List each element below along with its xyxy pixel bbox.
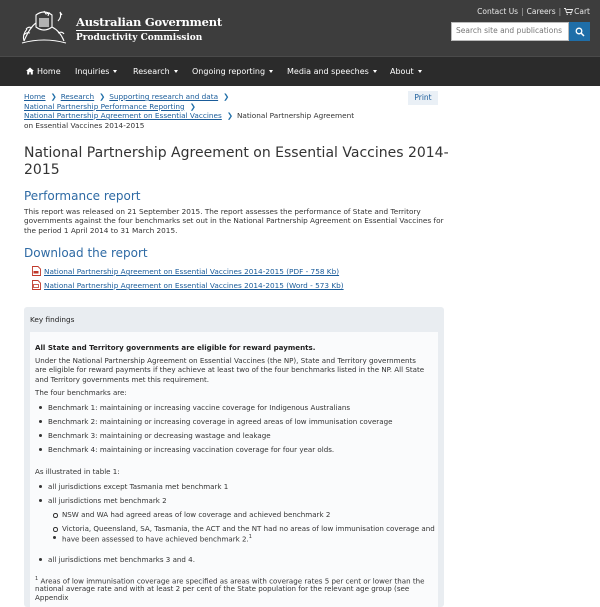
chevron-down-icon xyxy=(418,70,422,73)
coat-of-arms-logo[interactable] xyxy=(18,7,70,47)
list-item: all jurisdictions met benchmark 2 xyxy=(48,496,167,505)
pdf-file-icon xyxy=(32,266,41,276)
chevron-down-icon xyxy=(373,70,377,73)
cart-link[interactable]: Cart xyxy=(574,7,590,16)
breadcrumb xyxy=(24,92,364,130)
cart-icon[interactable] xyxy=(564,8,573,15)
sub-list-item: NSW and WA had agreed areas of low coverage and achieved benchmark 2 xyxy=(62,510,331,519)
main-navigation xyxy=(0,56,600,86)
nav-ongoing-reporting[interactable]: Ongoing reporting xyxy=(192,57,273,86)
word-file-icon xyxy=(32,280,41,290)
list-item: all jurisdictions met benchmarks 3 and 4. xyxy=(48,555,195,564)
chevron-down-icon xyxy=(269,70,273,73)
key-findings-heading: Key findings xyxy=(30,315,75,324)
key-findings-panel xyxy=(24,307,444,607)
breadcrumb-research[interactable]: Research xyxy=(60,92,95,101)
nav-research[interactable]: Research xyxy=(133,57,178,86)
list-item: Benchmark 1: maintaining or increasing vaccine coverage for Indigenous Australians xyxy=(48,403,351,412)
search-button[interactable] xyxy=(569,22,590,41)
government-name: Australian Government xyxy=(76,15,223,29)
chevron-down-icon xyxy=(174,70,178,73)
list-item: all jurisdictions except Tasmania met benchmark 1 xyxy=(48,482,229,491)
footnote-continued: national average rate and with at least 2 per cent of the State population for the relevant age group (see Appendix xyxy=(35,584,410,603)
search-icon xyxy=(575,27,585,37)
sub-list-item: Victoria, Queensland, SA, Tasmania, the ACT and the NT had no areas of low immunisation coverage and xyxy=(62,524,435,533)
sub-list-item-continued: have been assessed to have achieved benchmark 2.$^1$ xyxy=(62,534,252,544)
utility-links: Contact Us | Careers | Cart xyxy=(477,7,590,16)
breadcrumb-supporting-research[interactable]: Supporting research and data xyxy=(109,92,219,101)
download-pdf-link[interactable]: National Partnership Agreement on Essential Vaccines 2014-2015 (PDF - 758 Kb) xyxy=(44,267,340,276)
breadcrumb-home[interactable]: Home xyxy=(24,92,46,101)
nav-media-and-speeches[interactable]: Media and speeches xyxy=(287,57,377,86)
title-divider xyxy=(76,30,179,31)
home-icon xyxy=(26,67,34,75)
performance-report-text: This report was released on 21 September 2015. The report assesses the performance of State and Territory governments against the four benchmarks set out in the National Partnership Agreement on Essential Vaccines for the period 1 April 2014 to 31 March 2015. xyxy=(24,207,444,235)
breadcrumb-np-essential-vaccines[interactable]: National Partnership Agreement on Essential Vaccines xyxy=(24,111,222,120)
breadcrumb-np-performance-reporting[interactable]: National Partnership Performance Reporting xyxy=(24,101,185,111)
search-input[interactable]: Search site and publications xyxy=(451,22,569,41)
chevron-right-icon: ❯ xyxy=(223,92,230,101)
nav-about[interactable]: About xyxy=(390,57,422,86)
organisation-name[interactable]: Productivity Commission xyxy=(76,33,203,43)
download-word-link[interactable]: National Partnership Agreement on Essential Vaccines 2014-2015 (Word - 573 Kb) xyxy=(44,281,344,290)
careers-link[interactable]: Careers xyxy=(526,7,556,16)
key-findings-body xyxy=(30,332,438,607)
list-item: Benchmark 4: maintaining or increasing vaccination coverage for four year olds. xyxy=(48,445,335,454)
chevron-right-icon: ❯ xyxy=(226,111,233,120)
benchmarks-intro: The four benchmarks are: xyxy=(35,388,127,397)
list-item: Benchmark 2: maintaining or increasing coverage in agreed areas of low immunisation coverage xyxy=(48,417,393,426)
footnote: $^1$ Areas of low immunisation coverage are specified as areas with coverage rates 5 per cent or lower than the xyxy=(35,576,425,586)
table-intro: As illustrated in table 1: xyxy=(35,467,120,476)
key-findings-paragraph: Under the National Partnership Agreement on Essential Vaccines (the NP), State and Territory governments are eligible for reward payments if they achieve at least two of the four benchmarks listed in the NP. All State and Territory governments met this requirement. xyxy=(35,356,425,384)
print-button[interactable]: Print xyxy=(408,91,438,105)
list-item: Benchmark 3: maintaining or decreasing wastage and leakage xyxy=(48,431,271,440)
chevron-right-icon: ❯ xyxy=(50,92,57,101)
download-heading: Download the report xyxy=(24,246,148,260)
nav-home[interactable]: Home xyxy=(26,57,61,86)
chevron-right-icon: ❯ xyxy=(189,101,196,111)
performance-report-heading: Performance report xyxy=(24,189,141,203)
download-word-item xyxy=(32,280,344,290)
chevron-right-icon: ❯ xyxy=(99,92,106,101)
chevron-down-icon xyxy=(113,70,117,73)
site-header xyxy=(0,0,600,56)
breadcrumb-current-continued: on Essential Vaccines 2014-2015 xyxy=(24,120,145,130)
contact-us-link[interactable]: Contact Us xyxy=(477,7,519,16)
key-findings-lead: All State and Territory governments are eligible for reward payments. xyxy=(35,343,316,352)
page-title: National Partnership Agreement on Essential Vaccines 2014-2015 xyxy=(24,145,449,178)
download-pdf-item xyxy=(32,266,339,276)
nav-inquiries[interactable]: Inquiries xyxy=(75,57,117,86)
breadcrumb-current: National Partnership Agreement xyxy=(236,111,355,120)
